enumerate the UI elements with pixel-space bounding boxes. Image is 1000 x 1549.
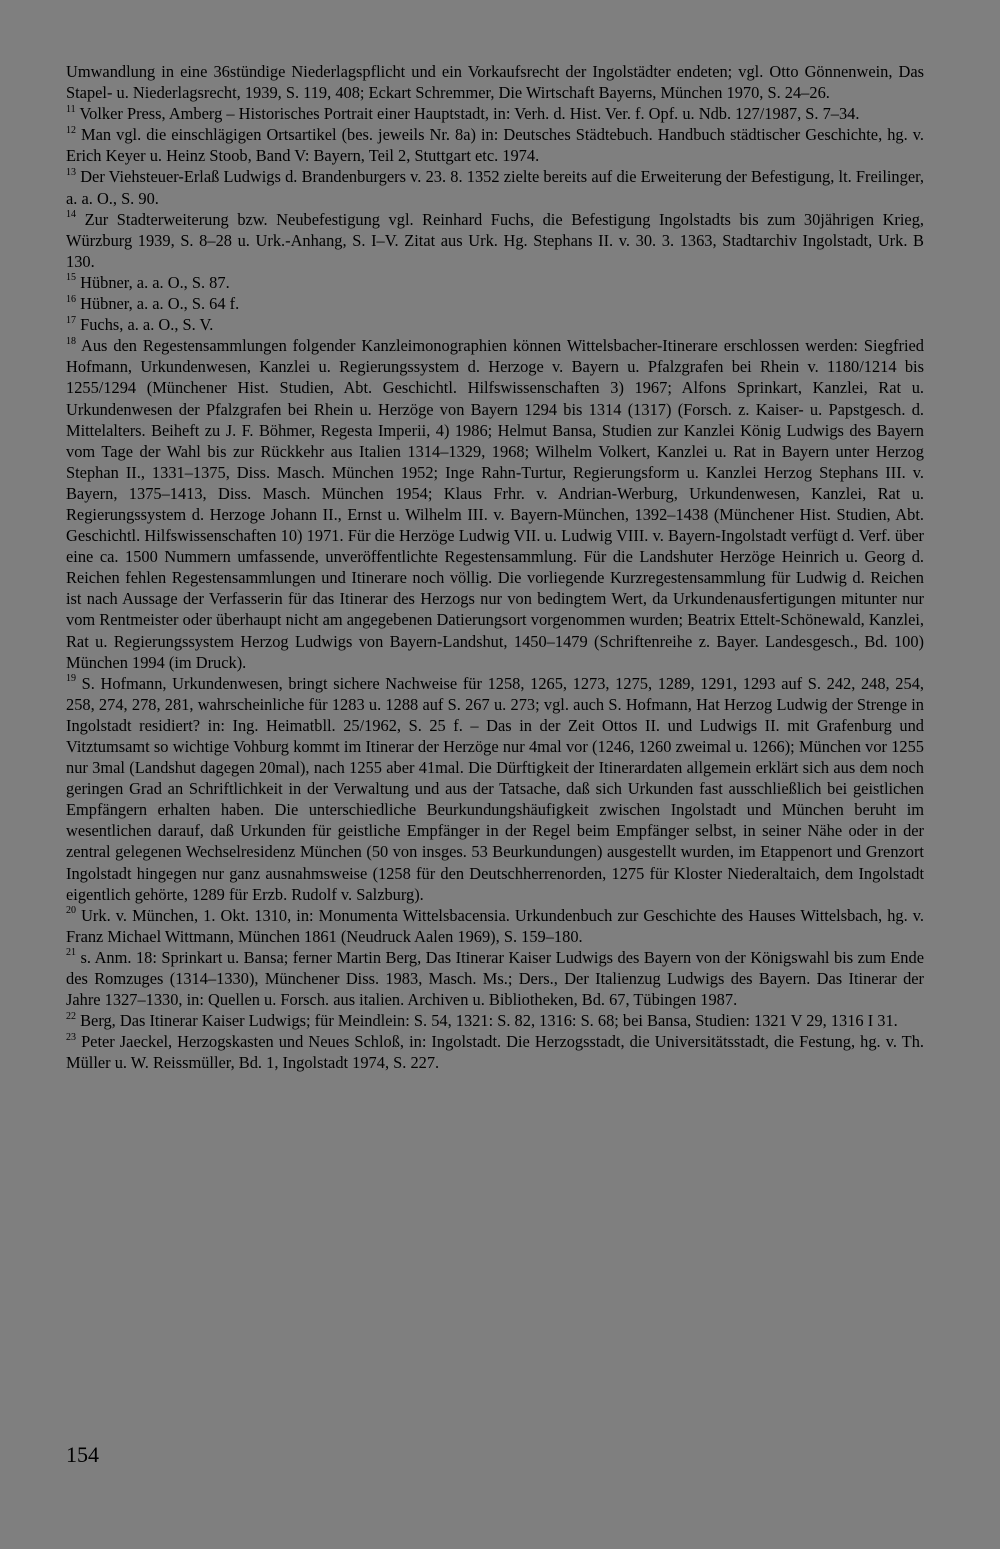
footnote-21: $^{21}$ s. Anm. 18: Sprinkart u. Bansa; ferner Martin Berg, Das Itinerar Kaiser Ludwigs des Bayern von der Königswahl bis zum Ende des Romzuges (1314–1330), Münchener Diss. 1983, Masch. Ms.; Ders., Der Italienzug Ludwigs des Bayern. Das Itinerar der Jahre 1327–1330, in: Quellen u. Forsch. aus italien. Archiven u. Bibliotheken, Bd. 67, Tübingen 1987. <box>66 947 924 1010</box>
footnote-17: $^{17}$ Fuchs, a. a. O., S. V. <box>66 314 214 335</box>
footnote-16: $^{16}$ Hübner, a. a. O., S. 64 f. <box>66 293 240 314</box>
footnote-19: $^{19}$ S. Hofmann, Urkundenwesen, bringt sichere Nachweise für 1258, 1265, 1273, 1275, 1289, 1291, 1293 auf S. 242, 248, 254, 258, 274, 278, 281, wahrscheinliche für 1283 u. 1288 auf S. 267 u. 273; vgl. auch S. Hofmann, Hat Herzog Ludwig der Strenge in Ingolstadt residiert? in: Ing. Heimatbll. 25/1962, S. 25 f. – Das in der Zeit Ottos II. und Ludwigs II. mit Grafenburg und Vitztumsamt so wichtige Vohburg kommt im Itinerar der Herzöge nur 4mal vor (1246, 1260 zweimal u. 1266); München vor 1255 nur 3mal (Landshut dagegen 20mal), nach 1255 aber 41mal. Die Dürftigkeit der Itinerardaten allgemein erklärt sich aus dem noch geringen Grad an Schriftlichkeit in der Verwaltung und aus der Tatsache, daß sich Urkunden fast ausschließlich bei geistlichen Empfängern erhalten haben. Die unterschiedliche Beurkundungshäufigkeit zwischen Ingolstadt und München beruht im wesentlichen darauf, daß Urkunden für geistliche Empfänger in der Regel beim Empfänger selbst, in seiner Nähe oder in der zentral gelegenen Wechselresidenz München (50 von insges. 53 Beurkundungen) ausgestellt wurden, im Etappenort und Grenzort Ingolstadt hingegen nur ganz ausnahmsweise (1258 für den Deutschherrenorden, 1275 für Kloster Niederaltaich, dem Ingolstadt eigentlich gehörte, 1289 für Erzb. Rudolf v. Salzburg). <box>66 673 924 904</box>
footnotes <box>66 61 924 1074</box>
footnote-13: $^{13}$ Der Viehsteuer-Erlaß Ludwigs d. Brandenburgers v. 23. 8. 1352 zielte bereits auf die Erweiterung der Befestigung, lt. Freilinger, a. a. O., S. 90. <box>66 167 924 208</box>
footnote-18: $^{18}$ Aus den Regestensammlungen folgender Kanzleimonographien können Wittelsbacher-Itinerare erschlossen werden: Siegfried Hofmann, Urkundenwesen, Kanzlei u. Regierungssystem d. Herzoge v. Bayern u. Pfalzgrafen bei Rhein v. 1180/1214 bis 1255/1294 (Münchener Hist. Studien, Abt. Geschichtl. Hilfswissenschaften 3) 1967; Alfons Sprinkart, Kanzlei, Rat u. Urkundenwesen der Pfalzgrafen bei Rhein u. Herzöge von Bayern 1294 bis 1314 (1317) (Forsch. z. Kaiser- u. Papstgesch. d. Mittelalters. Beiheft zu J. F. Böhmer, Regesta Imperii, 4) 1986; Helmut Bansa, Studien zur Kanzlei König Ludwigs des Bayern vom Tage der Wahl bis zur Rückkehr aus Italien 1314–1329, 1968; Wilhelm Volkert, Kanzlei u. Rat in Bayern unter Herzog Stephan II., 1331–1375, Diss. Masch. München 1952; Inge Rahn-Turtur, Regierungsform u. Kanzlei Herzog Stephans III. v. Bayern, 1375–1413, Diss. Masch. München 1954; Klaus Frhr. v. Andrian-Werburg, Urkundenwesen, Kanzlei, Rat u. Regierungssystem d. Herzoge Johann II., Ernst u. Wilhelm III. v. Bayern-München, 1392–1438 (Münchener Hist. Studien, Abt. Geschichtl. Hilfswissenschaften 10) 1971. Für die Herzöge Ludwig VII. u. Ludwig VIII. v. Bayern-Ingolstadt verfügt d. Verf. über eine ca. 1500 Nummern umfassende, unveröffentlichte Regestensammlung. Für die Landshuter Herzöge Heinrich u. Georg d. Reichen fehlen Regestensammlungen und Itinerare noch völlig. Die vorliegende Kurzregestensammlung für Ludwig d. Reichen ist nach Aussage der Verfasserin für das Itinerar des Herzogs nur von bedingtem Wert, da Urkundenausfertigungen mitunter nur vom Rentmeister oder überhaupt nicht am angegebenen Datierungsort vorgenommen wurden; Beatrix Ettelt-Schönewald, Kanzlei, Rat u. Regierungssystem Herzog Ludwigs von Bayern-Landshut, 1450–1479 (Schriftenreihe z. Bayer. Landesgesch., Bd. 100) München 1994 (im Druck). <box>66 335 924 672</box>
footnote-number: 21 <box>66 947 76 959</box>
footnote-23: $^{23}$ Peter Jaeckel, Herzogskasten und Neues Schloß, in: Ingolstadt. Die Herzogsstadt, die Universitätsstadt, die Festung, hg. v. Th. Müller u. W. Reissmüller, Bd. 1, Ingolstadt 1974, S. 227. <box>66 1031 924 1073</box>
footnote-number: 20 <box>66 905 76 917</box>
footnote-22: $^{22}$ Berg, Das Itinerar Kaiser Ludwigs; für Meindlein: S. 54, 1321: S. 82, 1316: S. 68; bei Bansa, Studien: 1321 V 29, 1316 I 31. <box>66 1010 898 1031</box>
footnote-number: 16 <box>66 293 76 305</box>
footnote-14: $^{14}$ Zur Stadterweiterung bzw. Neubefestigung vgl. Reinhard Fuchs, die Befestigung Ingolstadts bis zum 30jährigen Krieg, Würzburg 1939, S. 8–28 u. Urk.-Anhang, S. I–V. Zitat aus Urk. Hg. Stephans II. v. 30. 3. 1363, Stadtarchiv Ingolstadt, Urk. B 130. <box>66 209 924 271</box>
footnote-12: $^{12}$ Man vgl. die einschlägigen Ortsartikel (bes. jeweils Nr. 8a) in: Deutsches Städtebuch. Handbuch städtischer Geschichte, hg. v. Erich Keyer u. Heinz Stoob, Band V: Bayern, Teil 2, Stuttgart etc. 1974. <box>66 124 924 166</box>
footnote-11: $^{11}$ Volker Press, Amberg – Historisches Portrait einer Hauptstadt, in: Verh. d. Hist. Ver. f. Opf. u. Ndb. 127/1987, S. 7–34. <box>66 103 860 124</box>
footnote-number: 19 <box>66 673 76 685</box>
footnote-15: $^{15}$ Hübner, a. a. O., S. 87. <box>66 272 230 292</box>
footnote-20: $^{20}$ Urk. v. München, 1. Okt. 1310, in: Monumenta Wittelsbacensia. Urkundenbuch zur Geschichte des Hauses Wittelsbach, hg. v. Franz Michael Wittmann, München 1861 (Neudruck Aalen 1969), S. 159–180. <box>66 905 924 946</box>
footnote-number: 12 <box>66 124 76 136</box>
footnote-continuation: Umwandlung in eine 36stündige Niederlagspflicht und ein Vorkaufsrecht der Ingolstädter endeten; vgl. Otto Gönnenwein, Das Stapel- u. Niederlagsrecht, 1939, S. 119, 408; Eckart Schremmer, Die Wirtschaft Bayerns, München 1970, S. 24–26. <box>66 62 924 103</box>
footnote-number: 14 <box>66 209 76 221</box>
footnote-number: 15 <box>66 272 76 284</box>
footnote-number: 13 <box>66 167 76 178</box>
footnote-number: 11 <box>66 103 76 115</box>
footnote-number: 22 <box>66 1010 76 1022</box>
page-number: 154 <box>66 1442 99 1467</box>
footnote-number: 23 <box>66 1031 76 1043</box>
footnote-number: 18 <box>66 335 76 347</box>
footnote-number: 17 <box>66 314 76 326</box>
